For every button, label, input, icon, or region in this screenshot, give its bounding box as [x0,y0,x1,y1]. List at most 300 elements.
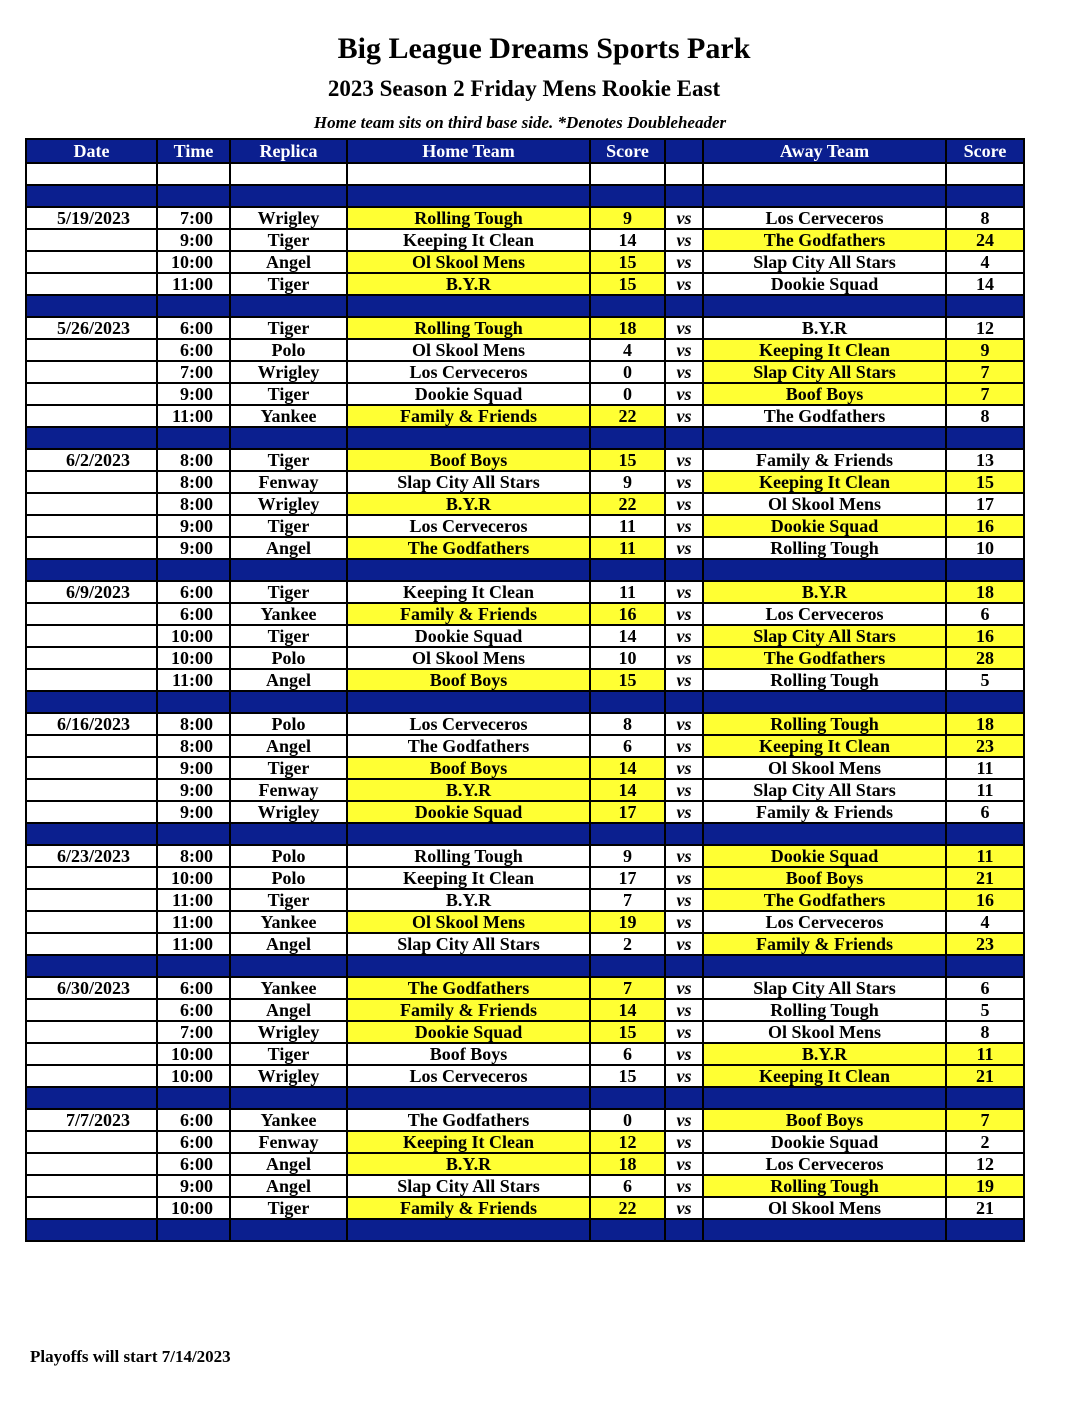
vs-label: vs [665,471,703,493]
game-replica: Tiger [230,449,347,471]
game-replica: Wrigley [230,361,347,383]
away-score: 28 [946,647,1024,669]
game-row [26,933,1024,955]
home-score: 9 [590,845,665,867]
game-time: 9:00 [157,515,230,537]
home-team: Boof Boys [347,449,590,471]
away-score: 8 [946,207,1024,229]
game-replica: Wrigley [230,1021,347,1043]
game-replica: Yankee [230,977,347,999]
vs-label: vs [665,669,703,691]
game-date [26,251,157,273]
away-team: Slap City All Stars [703,625,946,647]
home-score: 10 [590,647,665,669]
away-team: Boof Boys [703,383,946,405]
game-time: 9:00 [157,801,230,823]
away-team: Los Cerveceros [703,207,946,229]
vs-label: vs [665,207,703,229]
away-team: B.Y.R [703,1043,946,1065]
away-team: Boof Boys [703,1109,946,1131]
away-team: Los Cerveceros [703,911,946,933]
game-row [26,449,1024,471]
game-date [26,889,157,911]
game-time: 7:00 [157,1021,230,1043]
game-time: 6:00 [157,339,230,361]
week-separator [26,559,1024,581]
game-row [26,317,1024,339]
away-team: B.Y.R [703,581,946,603]
away-team: Keeping It Clean [703,735,946,757]
game-row [26,1021,1024,1043]
away-score: 21 [946,1065,1024,1087]
home-score: 15 [590,449,665,471]
away-score: 5 [946,669,1024,691]
away-team: Family & Friends [703,449,946,471]
home-score: 14 [590,625,665,647]
game-replica: Tiger [230,581,347,603]
vs-label: vs [665,911,703,933]
away-team: Rolling Tough [703,669,946,691]
home-team: Los Cerveceros [347,515,590,537]
game-row [26,867,1024,889]
game-time: 8:00 [157,449,230,471]
vs-label: vs [665,625,703,647]
game-date [26,229,157,251]
game-time: 8:00 [157,735,230,757]
header-away-score: Score [946,139,1024,163]
home-score: 7 [590,889,665,911]
game-replica: Wrigley [230,207,347,229]
home-score: 11 [590,537,665,559]
game-date [26,537,157,559]
game-replica: Yankee [230,911,347,933]
vs-label: vs [665,1197,703,1219]
home-team: Rolling Tough [347,845,590,867]
away-team: Dookie Squad [703,273,946,295]
game-date [26,383,157,405]
game-row [26,251,1024,273]
away-team: Slap City All Stars [703,779,946,801]
home-team: Boof Boys [347,757,590,779]
away-score: 8 [946,1021,1024,1043]
game-time: 6:00 [157,1109,230,1131]
home-score: 19 [590,911,665,933]
game-time: 10:00 [157,1065,230,1087]
game-date [26,999,157,1021]
vs-label: vs [665,1021,703,1043]
away-team: Rolling Tough [703,537,946,559]
vs-label: vs [665,757,703,779]
game-time: 10:00 [157,625,230,647]
vs-label: vs [665,449,703,471]
game-replica: Polo [230,713,347,735]
game-date [26,933,157,955]
home-team: Dookie Squad [347,625,590,647]
home-team: Dookie Squad [347,1021,590,1043]
game-date [26,515,157,537]
game-date: 5/19/2023 [26,207,157,229]
game-row [26,735,1024,757]
game-date [26,405,157,427]
away-score: 11 [946,845,1024,867]
week-separator [26,823,1024,845]
away-score: 12 [946,317,1024,339]
header-home-score: Score [590,139,665,163]
game-time: 7:00 [157,361,230,383]
game-row [26,361,1024,383]
game-date [26,1175,157,1197]
home-score: 0 [590,383,665,405]
week-separator [26,295,1024,317]
game-date [26,911,157,933]
vs-label: vs [665,1065,703,1087]
away-team: Ol Skool Mens [703,757,946,779]
vs-label: vs [665,317,703,339]
vs-label: vs [665,713,703,735]
away-team: The Godfathers [703,647,946,669]
game-date [26,735,157,757]
home-score: 14 [590,229,665,251]
game-replica: Tiger [230,317,347,339]
away-score: 24 [946,229,1024,251]
home-team: Ol Skool Mens [347,647,590,669]
game-row [26,999,1024,1021]
home-score: 6 [590,735,665,757]
away-team: Dookie Squad [703,515,946,537]
home-team: B.Y.R [347,779,590,801]
game-date [26,361,157,383]
game-row [26,1065,1024,1087]
game-replica: Angel [230,1153,347,1175]
game-row [26,581,1024,603]
home-team: Boof Boys [347,669,590,691]
away-score: 11 [946,1043,1024,1065]
away-team: Rolling Tough [703,999,946,1021]
away-score: 19 [946,1175,1024,1197]
game-replica: Tiger [230,515,347,537]
game-row [26,669,1024,691]
game-time: 8:00 [157,713,230,735]
game-row [26,229,1024,251]
schedule-table [25,138,1025,1242]
home-team: Family & Friends [347,405,590,427]
week-separator [26,185,1024,207]
home-team: Family & Friends [347,603,590,625]
away-team: Dookie Squad [703,845,946,867]
away-team: Rolling Tough [703,1175,946,1197]
home-team: Rolling Tough [347,207,590,229]
game-date [26,757,157,779]
game-date: 6/23/2023 [26,845,157,867]
game-row [26,515,1024,537]
game-row [26,1109,1024,1131]
away-score: 16 [946,625,1024,647]
game-replica: Yankee [230,405,347,427]
game-row [26,383,1024,405]
away-team: The Godfathers [703,405,946,427]
away-score: 23 [946,933,1024,955]
game-replica: Wrigley [230,493,347,515]
home-score: 7 [590,977,665,999]
away-score: 11 [946,779,1024,801]
vs-label: vs [665,867,703,889]
vs-label: vs [665,1043,703,1065]
week-separator [26,955,1024,977]
game-time: 9:00 [157,757,230,779]
home-score: 9 [590,207,665,229]
blank-row [26,163,1024,185]
away-team: Keeping It Clean [703,339,946,361]
game-replica: Tiger [230,1043,347,1065]
game-replica: Fenway [230,779,347,801]
game-row [26,603,1024,625]
game-replica: Angel [230,251,347,273]
game-date [26,647,157,669]
vs-label: vs [665,779,703,801]
game-row [26,977,1024,999]
home-score: 0 [590,1109,665,1131]
away-team: Slap City All Stars [703,361,946,383]
week-separator [26,1087,1024,1109]
away-score: 2 [946,1131,1024,1153]
game-row [26,1175,1024,1197]
game-row [26,911,1024,933]
away-team: Ol Skool Mens [703,1197,946,1219]
game-time: 9:00 [157,537,230,559]
game-time: 8:00 [157,845,230,867]
away-score: 7 [946,383,1024,405]
game-row [26,273,1024,295]
vs-label: vs [665,999,703,1021]
game-replica: Polo [230,867,347,889]
home-score: 9 [590,471,665,493]
header-replica: Replica [230,139,347,163]
game-date [26,1197,157,1219]
away-team: B.Y.R [703,317,946,339]
vs-label: vs [665,1153,703,1175]
home-team: B.Y.R [347,493,590,515]
game-date: 5/26/2023 [26,317,157,339]
footer-note: Playoffs will start 7/14/2023 [30,1347,231,1366]
game-replica: Tiger [230,757,347,779]
vs-label: vs [665,537,703,559]
game-row [26,889,1024,911]
home-team: Family & Friends [347,1197,590,1219]
game-time: 6:00 [157,1153,230,1175]
game-date [26,867,157,889]
schedule-body [26,163,1024,1241]
vs-label: vs [665,603,703,625]
game-date [26,669,157,691]
away-score: 4 [946,251,1024,273]
home-team: The Godfathers [347,735,590,757]
away-team: Boof Boys [703,867,946,889]
game-date: 6/16/2023 [26,713,157,735]
vs-label: vs [665,801,703,823]
vs-label: vs [665,251,703,273]
game-date [26,779,157,801]
game-replica: Tiger [230,625,347,647]
vs-label: vs [665,493,703,515]
home-team: Ol Skool Mens [347,339,590,361]
home-team: Los Cerveceros [347,1065,590,1087]
game-replica: Angel [230,933,347,955]
home-score: 2 [590,933,665,955]
game-replica: Polo [230,647,347,669]
game-row [26,471,1024,493]
home-team: Boof Boys [347,1043,590,1065]
home-team: Keeping It Clean [347,581,590,603]
game-row [26,845,1024,867]
home-team: Slap City All Stars [347,471,590,493]
home-score: 0 [590,361,665,383]
game-time: 11:00 [157,405,230,427]
header-date: Date [26,139,157,163]
game-replica: Wrigley [230,1065,347,1087]
header-time: Time [157,139,230,163]
game-replica: Tiger [230,1197,347,1219]
home-team: Ol Skool Mens [347,251,590,273]
game-time: 11:00 [157,933,230,955]
game-time: 10:00 [157,251,230,273]
game-row [26,537,1024,559]
home-team: B.Y.R [347,273,590,295]
game-date [26,471,157,493]
away-score: 4 [946,911,1024,933]
vs-label: vs [665,1131,703,1153]
game-replica: Angel [230,1175,347,1197]
away-team: Slap City All Stars [703,251,946,273]
home-team: Slap City All Stars [347,1175,590,1197]
home-score: 15 [590,669,665,691]
vs-label: vs [665,383,703,405]
game-row [26,207,1024,229]
game-date [26,1043,157,1065]
game-time: 11:00 [157,911,230,933]
home-team: Los Cerveceros [347,361,590,383]
game-time: 8:00 [157,471,230,493]
away-team: Rolling Tough [703,713,946,735]
home-score: 4 [590,339,665,361]
game-date: 6/30/2023 [26,977,157,999]
game-date [26,1153,157,1175]
home-score: 6 [590,1043,665,1065]
game-date [26,1065,157,1087]
home-team: Los Cerveceros [347,713,590,735]
game-row [26,493,1024,515]
away-team: The Godfathers [703,889,946,911]
vs-label: vs [665,845,703,867]
away-score: 9 [946,339,1024,361]
game-replica: Yankee [230,1109,347,1131]
home-team: The Godfathers [347,1109,590,1131]
game-replica: Polo [230,845,347,867]
away-team: Keeping It Clean [703,471,946,493]
game-time: 11:00 [157,669,230,691]
game-date [26,493,157,515]
game-row [26,647,1024,669]
vs-label: vs [665,977,703,999]
game-time: 10:00 [157,1043,230,1065]
home-score: 14 [590,779,665,801]
game-replica: Angel [230,735,347,757]
home-score: 15 [590,1021,665,1043]
vs-label: vs [665,581,703,603]
game-date [26,625,157,647]
game-date: 6/2/2023 [26,449,157,471]
home-team: Family & Friends [347,999,590,1021]
game-replica: Yankee [230,603,347,625]
game-time: 7:00 [157,207,230,229]
away-score: 16 [946,889,1024,911]
game-replica: Angel [230,537,347,559]
game-time: 6:00 [157,977,230,999]
vs-label: vs [665,889,703,911]
home-score: 6 [590,1175,665,1197]
vs-label: vs [665,515,703,537]
away-score: 21 [946,867,1024,889]
page-title: Big League Dreams Sports Park [337,32,751,65]
game-replica: Fenway [230,471,347,493]
game-row [26,1153,1024,1175]
away-score: 6 [946,977,1024,999]
game-time: 9:00 [157,383,230,405]
home-team: The Godfathers [347,537,590,559]
home-score: 22 [590,1197,665,1219]
away-team: Los Cerveceros [703,1153,946,1175]
game-replica: Fenway [230,1131,347,1153]
home-team: Keeping It Clean [347,229,590,251]
home-score: 17 [590,801,665,823]
home-team: Keeping It Clean [347,867,590,889]
away-team: Family & Friends [703,801,946,823]
away-score: 18 [946,581,1024,603]
home-team: Dookie Squad [347,383,590,405]
home-team: Dookie Squad [347,801,590,823]
away-score: 8 [946,405,1024,427]
away-team: Ol Skool Mens [703,1021,946,1043]
home-team: Keeping It Clean [347,1131,590,1153]
away-score: 7 [946,361,1024,383]
game-replica: Tiger [230,273,347,295]
home-score: 18 [590,317,665,339]
away-score: 11 [946,757,1024,779]
vs-label: vs [665,735,703,757]
game-date [26,273,157,295]
game-row [26,713,1024,735]
vs-label: vs [665,933,703,955]
away-team: Ol Skool Mens [703,493,946,515]
away-score: 13 [946,449,1024,471]
home-score: 15 [590,251,665,273]
game-time: 6:00 [157,1131,230,1153]
away-team: Dookie Squad [703,1131,946,1153]
game-time: 11:00 [157,889,230,911]
away-score: 7 [946,1109,1024,1131]
game-time: 6:00 [157,603,230,625]
home-score: 18 [590,1153,665,1175]
page-note: Home team sits on third base side. *Denotes Doubleheader [313,113,727,132]
vs-label: vs [665,339,703,361]
away-score: 5 [946,999,1024,1021]
game-row [26,1043,1024,1065]
home-team: Rolling Tough [347,317,590,339]
home-score: 11 [590,581,665,603]
home-team: The Godfathers [347,977,590,999]
header-row [26,139,1024,163]
game-date: 7/7/2023 [26,1109,157,1131]
away-score: 17 [946,493,1024,515]
